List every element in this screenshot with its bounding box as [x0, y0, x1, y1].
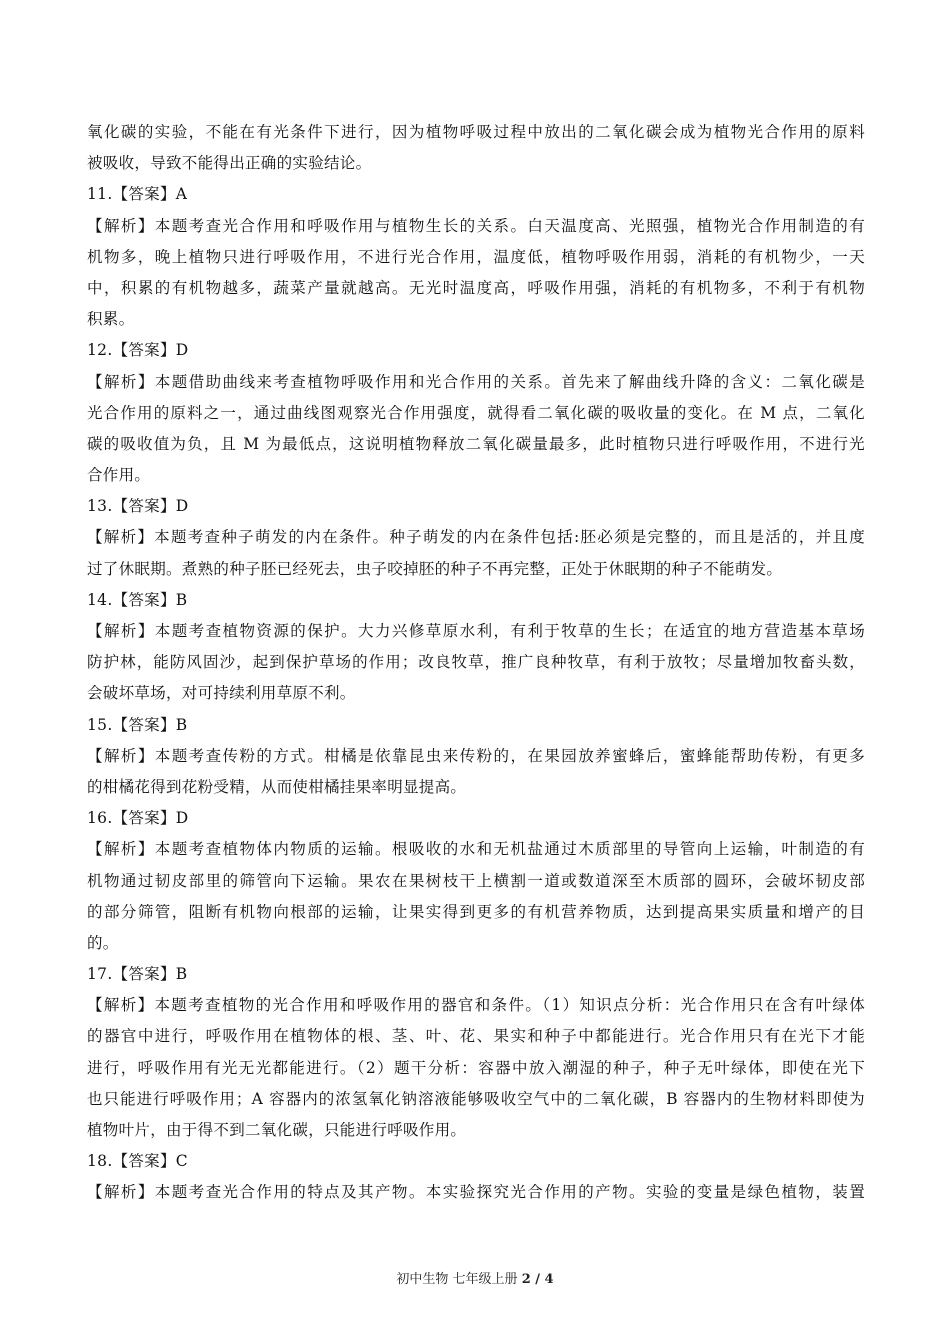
text-line: 进行，呼吸作用有光无光都能进行。（2）题干分析：容器中放入潮湿的种子，种子无叶绿体，即使在光下 [87, 1058, 865, 1077]
text-line: 【解析】本题考查光合作用的特点及其产物。本实验探究光合作用的产物。实验的变量是绿色植物，装置 [87, 1183, 865, 1202]
text-line: 机物通过韧皮部里的筛管向下运输。果农在果树枝干上横割一道或数道深至木质部的圆环，会破坏韧皮部 [87, 871, 865, 890]
text-line: 光合作用的原料之一，通过曲线图观察光合作用强度，就得看二氧化碳的吸收量的变化。在 M 点，二氧化 [87, 403, 865, 422]
text-line: 【解析】本题考查传粉的方式。柑橘是依靠昆虫来传粉的，在果园放养蜜蜂后，蜜蜂能帮助传粉，有更多 [87, 746, 865, 765]
text-line: 的柑橘花得到花粉受精，从而使柑橘挂果率明显提高。 [87, 777, 467, 796]
text-line: 被吸收，导致不能得出正确的实验结论。 [87, 154, 372, 173]
answer-heading: 15.【答案】B [87, 715, 188, 734]
text-line: 【解析】本题考查植物体内物质的运输。根吸收的水和无机盐通过木质部里的导管向上运输，叶制造的有 [87, 840, 865, 859]
text-line: 植物叶片，由于得不到二氧化碳，只能进行呼吸作用。 [87, 1121, 467, 1139]
answer-heading: 12.【答案】D [87, 341, 189, 360]
text-line: 合作用。 [87, 466, 151, 485]
page-footer [0, 1268, 950, 1287]
document-body [87, 117, 865, 1209]
text-line: 碳的吸收值为负，且 M 为最低点，这说明植物释放二氧化碳量最多，此时植物只进行呼吸作用，不进行光 [87, 434, 865, 453]
text-line: 的器官中进行，呼吸作用在植物体的根、茎、叶、花、果实和种子中都能进行。光合作用只有在光下才能 [87, 1027, 865, 1046]
text-line: 防护林，能防风固沙，起到保护草场的作用；改良牧草，推广良种牧草，有利于放牧；尽量增加牧畜头数， [87, 653, 865, 672]
answer-heading: 13.【答案】D [87, 497, 189, 516]
text-line: 机物多，晚上植物只进行呼吸作用，不进行光合作用，温度低，植物呼吸作用弱，消耗的有机物少，一天 [87, 247, 865, 266]
answer-heading: 18.【答案】C [87, 1152, 188, 1171]
text-line: 【解析】本题借助曲线来考查植物呼吸作用和光合作用的关系。首先来了解曲线升降的含义：二氧化碳是 [87, 372, 865, 391]
text-line: 的部分筛管，阻断有机物向根部的运输，让果实得到更多的有机营养物质，达到提高果实质量和增产的目 [87, 902, 865, 921]
answer-heading: 16.【答案】D [87, 809, 189, 828]
text-line: 【解析】本题考查种子萌发的内在条件。种子萌发的内在条件包括:胚必须是完整的，而且是活的，并且度 [87, 528, 865, 547]
text-line: 积累。 [87, 310, 135, 329]
text-line: 【解析】本题考查光合作用和呼吸作用与植物生长的关系。白天温度高、光照强，植物光合作用制造的有 [87, 216, 865, 235]
text-line: 也只能进行呼吸作用；A 容器内的浓氢氧化钠溶液能够吸收空气中的二氧化碳，B 容器内的生物材料即使为 [87, 1089, 865, 1108]
text-line: 【解析】本题考查植物资源的保护。大力兴修草原水利，有利于牧草的生长；在适宜的地方营造基本草场 [87, 622, 865, 640]
answer-heading: 14.【答案】B [87, 590, 188, 609]
text-line: 过了休眠期。煮熟的种子胚已经死去，虫子咬掉胚的种子不再完整，正处于休眠期的种子不能萌发。 [87, 559, 783, 578]
answer-heading: 11.【答案】A [87, 185, 188, 204]
text-line: 的。 [87, 933, 119, 952]
answer-heading: 17.【答案】B [87, 965, 188, 984]
text-line: 会破坏草场，对可持续利用草原不利。 [87, 684, 356, 703]
text-line: 氧化碳的实验，不能在有光条件下进行，因为植物呼吸过程中放出的二氧化碳会成为植物光合作用的原料 [87, 123, 865, 141]
footer-label: 初中生物 七年级上册 [396, 1272, 518, 1287]
text-line: 中，积累的有机物越多，蔬菜产量就越高。无光时温度高，呼吸作用强，消耗的有机物多，不利于有机物 [87, 278, 865, 297]
page-number: 2 / 4 [521, 1272, 554, 1287]
text-line: 【解析】本题考查植物的光合作用和呼吸作用的器官和条件。（1）知识点分析：光合作用只在含有叶绿体 [87, 996, 865, 1015]
